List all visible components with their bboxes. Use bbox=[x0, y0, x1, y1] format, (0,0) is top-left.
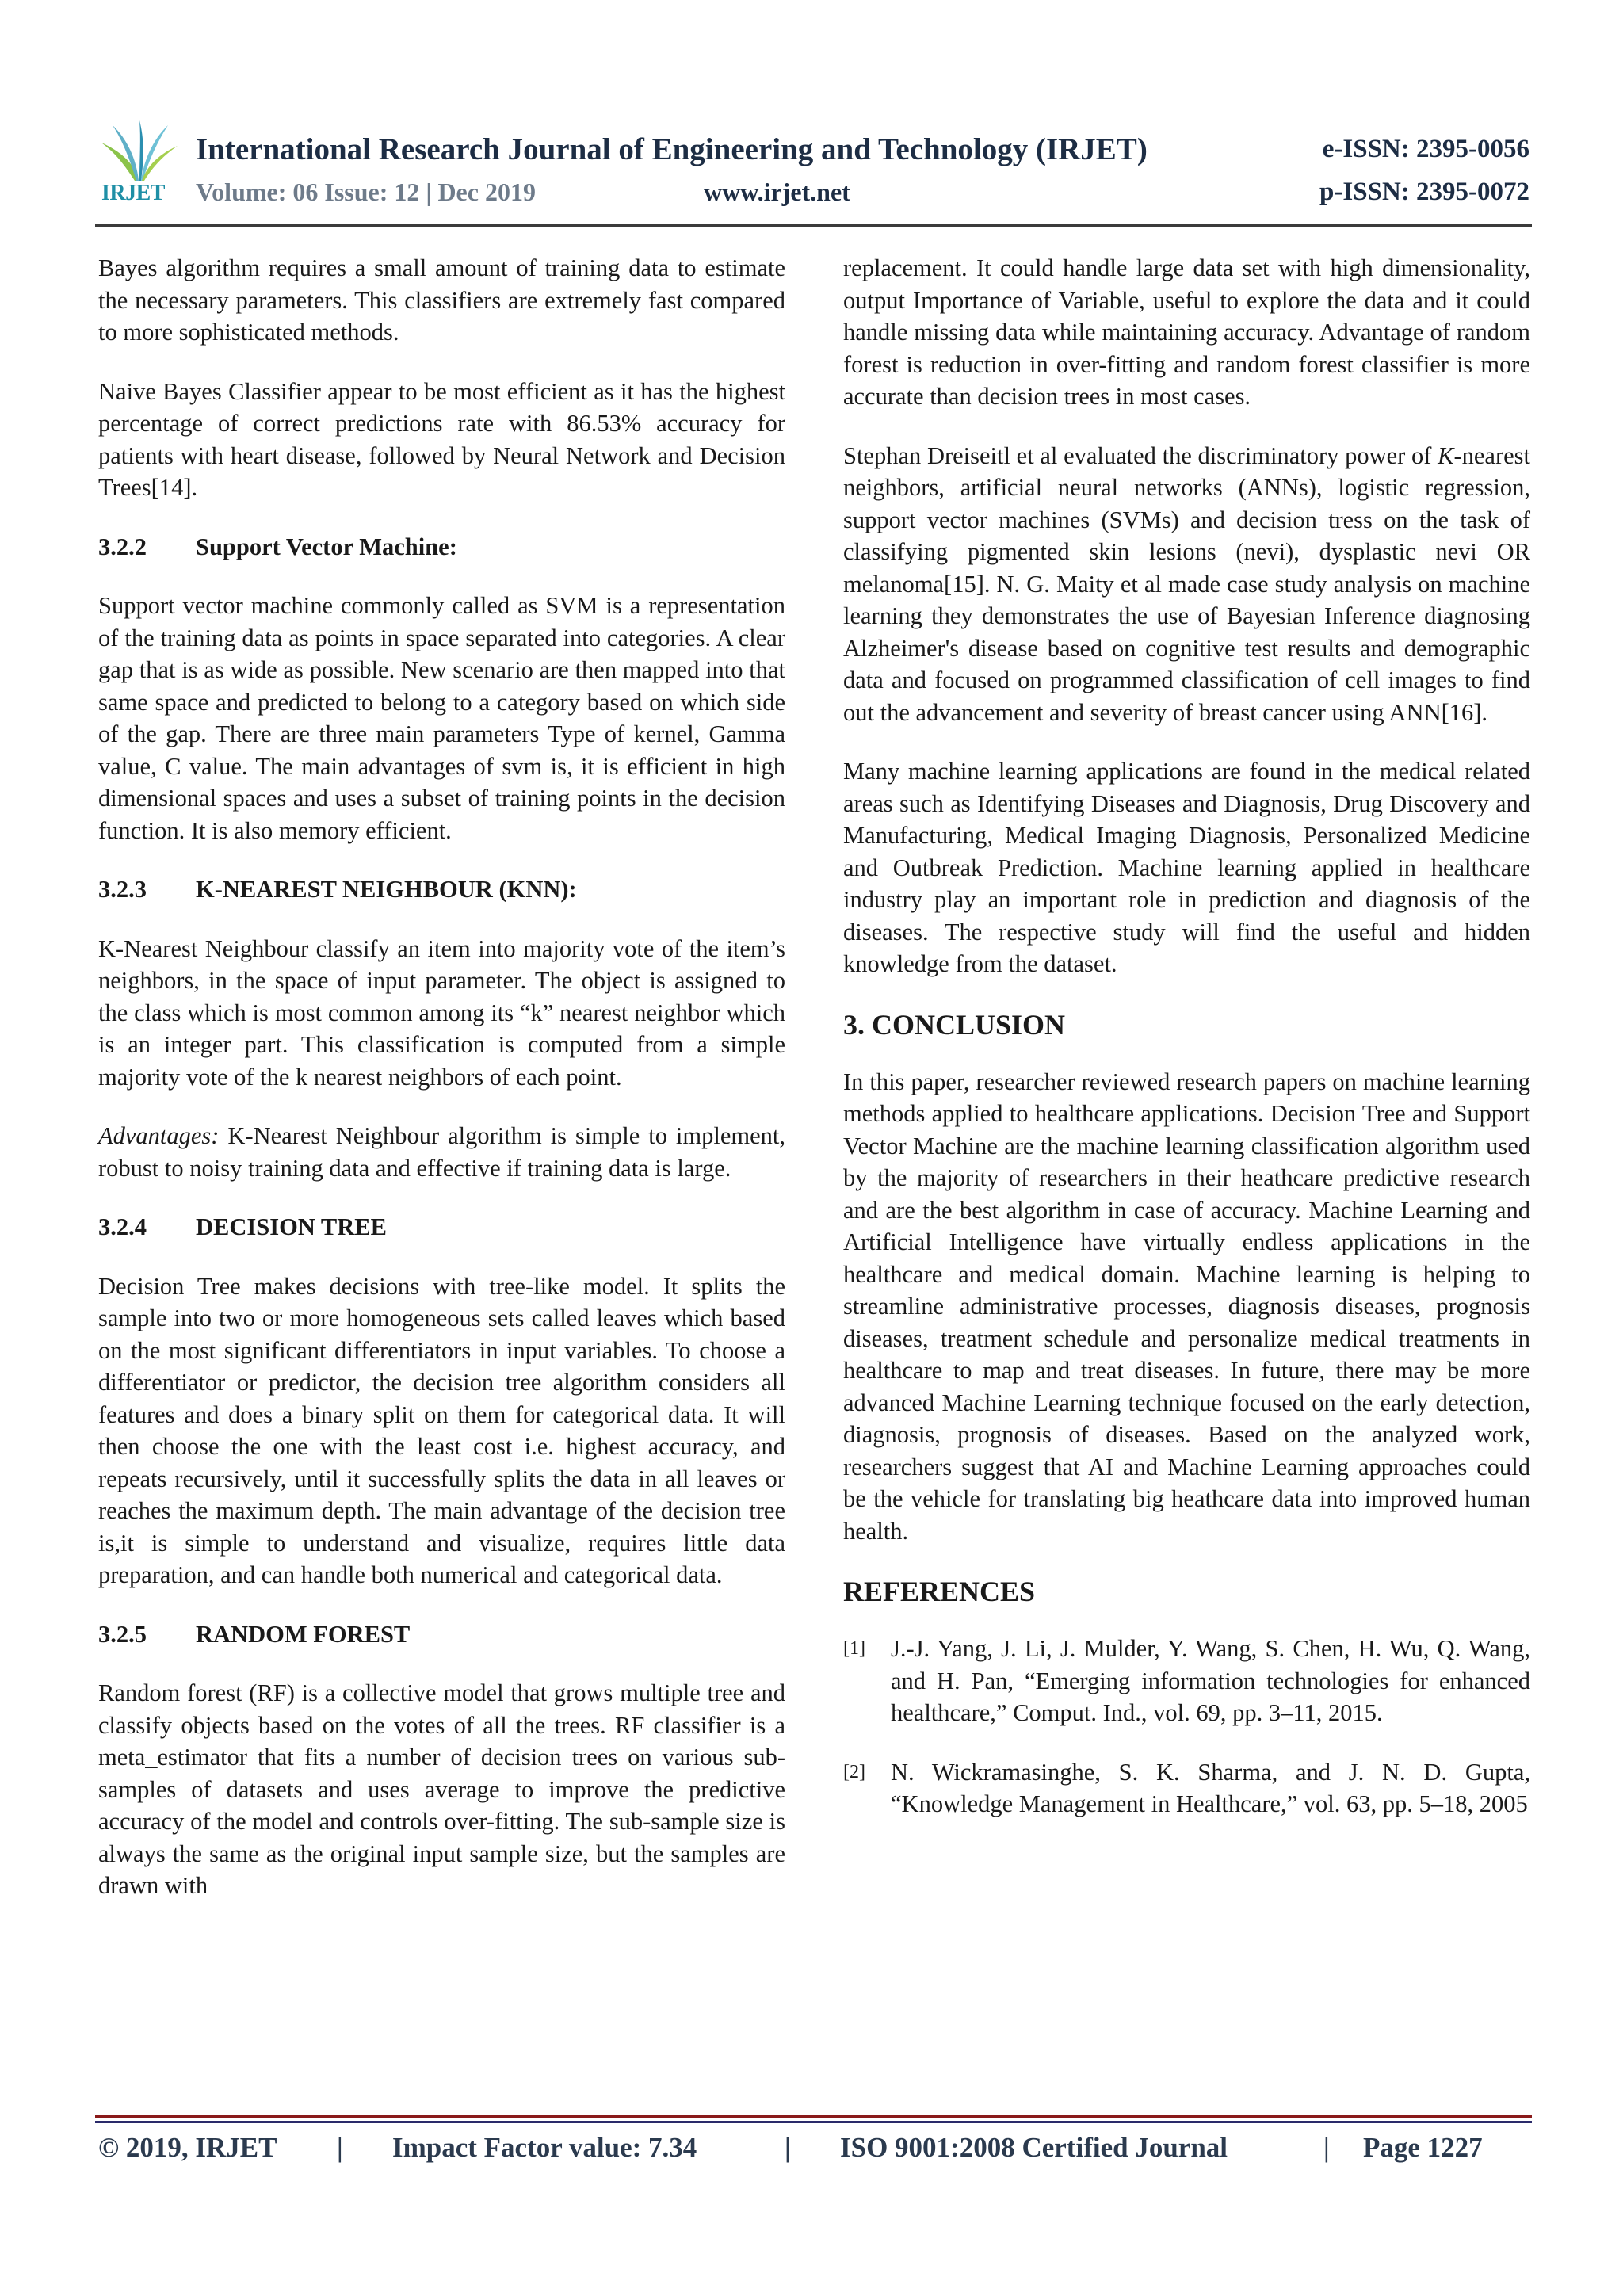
advantages-label: Advantages: bbox=[98, 1122, 220, 1149]
section-heading-3-2-4 bbox=[98, 1211, 785, 1244]
paragraph-part: Stephan Dreiseitl et al evaluated the discriminatory power of bbox=[843, 441, 1438, 469]
iso-certification: ISO 9001:2008 Certified Journal bbox=[840, 2132, 1228, 2163]
italic-k: K bbox=[1438, 441, 1454, 469]
reference-text: N. Wickramasinghe, S. K. Sharma, and J. N. D. Gupta, “Knowledge Management in Healthcare,” vol. 63, pp. 5–18, 2005 bbox=[891, 1758, 1530, 1817]
impact-factor: Impact Factor value: 7.34 bbox=[392, 2132, 697, 2163]
section-number: 3.2.5 bbox=[98, 1620, 147, 1648]
page-header bbox=[95, 119, 1529, 222]
section-heading-3-2-2 bbox=[98, 531, 785, 563]
section-number: 3.2.4 bbox=[98, 1213, 147, 1240]
paragraph: Naive Bayes Classifier appear to be most efficient as it has the highest percentage of correct predictions rate with 86.53% accuracy for patients with heart disease, followed by Neural Network and Decision Trees[14]. bbox=[98, 377, 785, 501]
page-footer bbox=[95, 2132, 1532, 2172]
section-heading-3-2-5 bbox=[98, 1618, 785, 1651]
paragraph bbox=[843, 440, 1530, 729]
paragraph: Many machine learning applications are found in the medical related areas such as Identifying Diseases and Diagnosis, Drug Discovery and Manufacturing, Medical Imaging Diagnosis, Personalized Medicine and Outbreak Prediction. Machine learning applied in healthcare industry play an important role in prediction and diagnosis of the diseases. The respective study will find the useful and hidden knowledge from the dataset. bbox=[843, 758, 1530, 977]
paragraph: In this paper, researcher reviewed research papers on machine learning methods applied to healthcare applications. Decision Tree and Support Vector Machine are the machine learning classification algorithm used by the majority of researchers in their heathcare predictive research and are the best algorithm in case of accuracy. Machine Learning and Artificial Intelligence have virtually endless applications in the healthcare and medical domain. Machine learning is helping to streamline administrative processes, diagnosis diseases, prognosis diseases, treatment schedule and personalize medical treatments in healthcare to map and treat diseases. In future, there may be more advanced Machine Learning technique focused on the early detection, diagnosis, prognosis of diseases. Based on the analyzed work, researchers suggest that AI and Machine Learning approaches could be the vehicle for translating big heathcare data into improved human health. bbox=[843, 1068, 1530, 1545]
leaf-icon bbox=[95, 119, 182, 182]
paragraph: K-Nearest Neighbour classify an item into majority vote of the item’s neighbors, in the space of input parameter. The object is assigned to the class which is most common among its “k” nearest neighbor which is an integer part. This classification is computed from a simple majority vote of the k nearest neighbors of each point. bbox=[98, 934, 785, 1091]
paragraph: replacement. It could handle large data set with high dimensionality, output Importance of Variable, useful to explore the data and it could handle missing data while maintaining accuracy. Advantage of random forest is reduction in over-fitting and random forest classifier is more accurate than decision trees in most cases. bbox=[843, 254, 1530, 410]
section-title: RANDOM FOREST bbox=[196, 1620, 411, 1648]
section-title: DECISION TREE bbox=[196, 1213, 387, 1240]
page-number: Page 1227 bbox=[1363, 2132, 1483, 2163]
conclusion-heading: 3. CONCLUSION bbox=[843, 1008, 1066, 1041]
copyright: © 2019, IRJET bbox=[98, 2132, 277, 2163]
section-number: 3.2.2 bbox=[98, 533, 147, 560]
reference-item bbox=[843, 1756, 1530, 1820]
section-heading-3-2-3 bbox=[98, 873, 785, 906]
reference-text: J.-J. Yang, J. Li, J. Mulder, Y. Wang, S. Chen, H. Wu, Q. Wang, and H. Pan, “Emerging information technologies for enhanced healthcare,” Comput. Ind., vol. 69, pp. 3–11, 2015. bbox=[891, 1635, 1530, 1726]
section-title: K-NEAREST NEIGHBOUR (KNN): bbox=[196, 876, 577, 903]
references-heading: REFERENCES bbox=[843, 1576, 1036, 1607]
logo-text: IRJET bbox=[101, 181, 165, 205]
footer-rule-secondary bbox=[95, 2121, 1532, 2123]
footer-separator: | bbox=[785, 2132, 791, 2163]
footer-rule bbox=[95, 2115, 1532, 2118]
advantages-text: K-Nearest Neighbour algorithm is simple to implement, robust to noisy training data and effective if training data is large. bbox=[98, 1122, 785, 1182]
paragraph: Random forest (RF) is a collective model that grows multiple tree and classify objects based on the votes of all the trees. RF classifier is a meta_estimator that fits a number of decision trees on various sub-samples of datasets and uses average to improve the predictive accuracy of the model and controls over-fitting. The sub-sample size is always the same as the original input sample size, but the samples are drawn with bbox=[98, 1679, 785, 1899]
left-column bbox=[98, 252, 785, 1929]
footer-separator: | bbox=[1323, 2132, 1330, 2163]
p-issn: p-ISSN: 2395-0072 bbox=[1319, 178, 1529, 206]
reference-tag: [1] bbox=[843, 1638, 865, 1659]
journal-title: International Research Journal of Engineering and Technology (IRJET) bbox=[196, 132, 1148, 166]
reference-tag: [2] bbox=[843, 1761, 865, 1782]
reference-item bbox=[843, 1633, 1530, 1729]
header-divider bbox=[95, 224, 1532, 227]
right-column bbox=[843, 252, 1530, 1847]
section-title: Support Vector Machine: bbox=[196, 533, 457, 560]
paragraph: Decision Tree makes decisions with tree-like model. It splits the sample into two or more homogeneous sets called leaves which based on the most significant differentiators in input variables. To choose a differentiator or predictor, the decision tree algorithm considers all features and does a binary split on them for categorical data. It will then choose the one with the least cost i.e. highest accuracy, and repeats recursively, until it successfully splits the data in all leaves or reaches the maximum depth. The main advantage of the decision tree is,it is simple to understand and visualize, requires little data preparation, and can handle both numerical and categorical data. bbox=[98, 1272, 785, 1588]
e-issn: e-ISSN: 2395-0056 bbox=[1322, 135, 1529, 163]
irjet-logo bbox=[95, 119, 182, 214]
paragraph: Bayes algorithm requires a small amount of training data to estimate the necessary parameters. This classifiers are extremely fast compared to more sophisticated methods. bbox=[98, 254, 785, 346]
paragraph bbox=[98, 1120, 785, 1184]
section-number: 3.2.3 bbox=[98, 876, 147, 903]
volume-issue: Volume: 06 Issue: 12 | Dec 2019 bbox=[196, 178, 536, 206]
paragraph-part: -nearest neighbors, artificial neural networks (ANNs), logistic regression, support vector machines (SVMs) and decision tress on the task of classifying pigmented skin lesions (nevi), dysplastic nevi OR melanoma[15]. N. G. Maity et al made case study analysis on machine learning they demonstrates the use of Bayesian Inference diagnosing Alzheimer's disease based on cognitive test results and demographic data and focused on programmed classification of cell images to find out the advancement and severity of breast cancer using ANN[16]. bbox=[843, 441, 1530, 726]
paragraph: Support vector machine commonly called as SVM is a representation of the training data as points in space separated into categories. A clear gap that is as wide as possible. New scenario are then mapped into that same space and predicted to belong to a category based on which side of the gap. There are three main parameters Type of kernel, Gamma value, C value. The main advantages of svm is, it is efficient in high dimensional spaces and uses a subset of training points in the decision function. It is also memory efficient. bbox=[98, 592, 785, 844]
website-link[interactable]: www.irjet.net bbox=[704, 178, 850, 206]
footer-separator: | bbox=[337, 2132, 343, 2163]
